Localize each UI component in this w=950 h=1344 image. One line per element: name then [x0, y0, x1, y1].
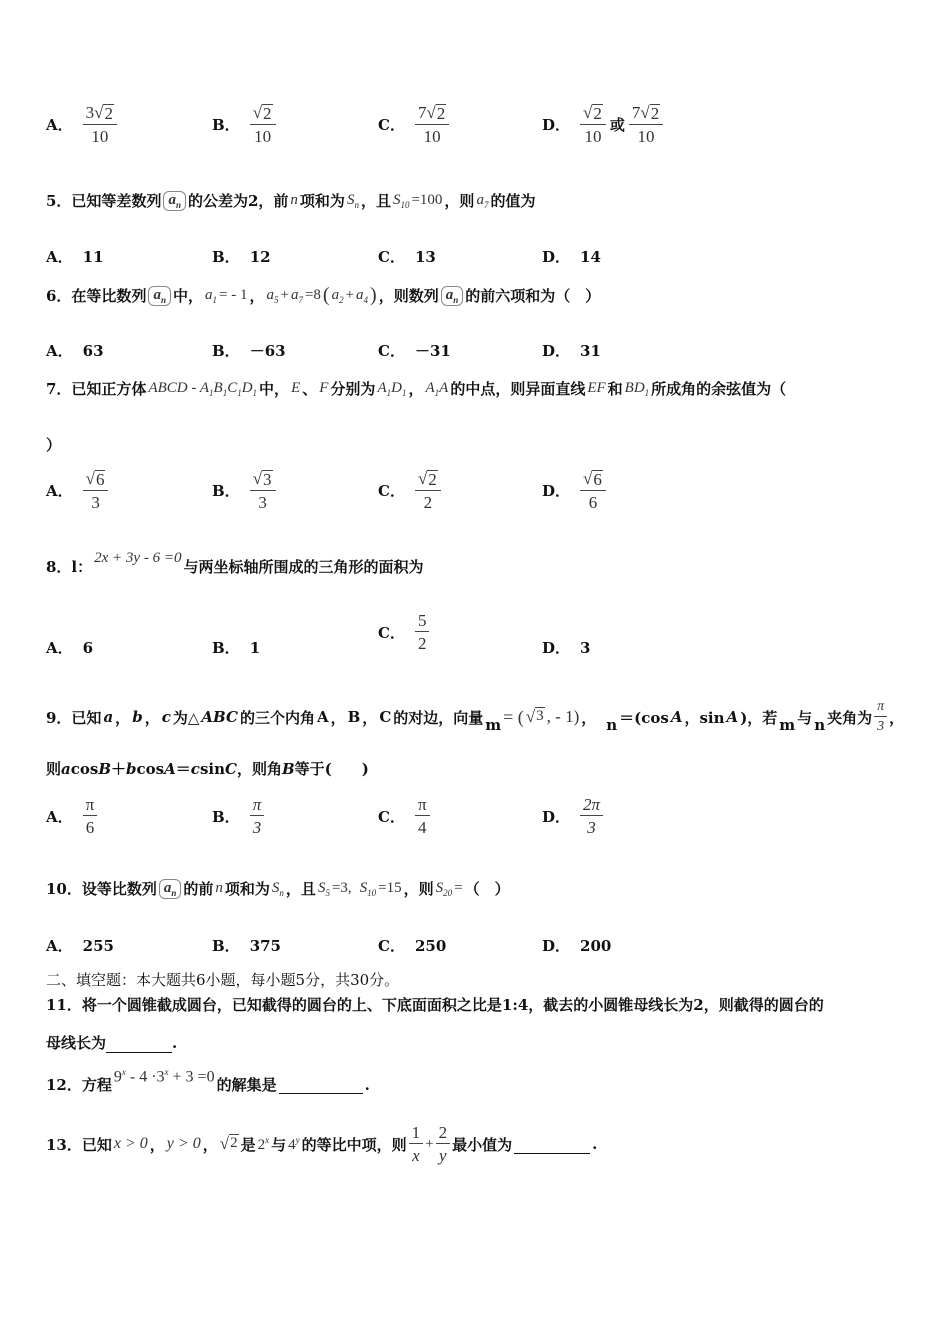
q4-option-b[interactable]: B． √ 2 10 — [212, 104, 276, 145]
q5-option-d[interactable]: D． 14 — [542, 247, 601, 266]
fraction: 3 √ 2 10 — [83, 104, 117, 145]
q7-option-c[interactable]: C． √ 2 2 — [378, 470, 441, 511]
q5-option-a[interactable]: A． 11 — [46, 247, 104, 266]
question-7-cont: ） — [46, 436, 62, 454]
q10-option-a[interactable]: A． 255 — [46, 936, 114, 955]
q8-option-b[interactable]: B． 1 — [212, 638, 261, 657]
question-6: 6．在等比数列 $a_n$ 中， $a_1$ = - 1 ， $a_5$ + $a_7$ =8 ( $a_2$ + $a_4$ ) ，则数列 $a_n$ 的前六项和为（ ） — [46, 284, 601, 306]
question-9-cont: 则acosB＋bcosA＝csinC，则角B等于( ) — [46, 760, 369, 778]
answer-blank[interactable] — [106, 1034, 172, 1053]
q9-option-d[interactable]: D． $\frac{2\pi}{3}$ — [542, 796, 603, 836]
q6-option-c[interactable]: C． －31 — [378, 342, 451, 360]
question-12: 12．方程 $9^x - 4 \cdot 3^x + 3 =0$ 的解集是 . — [46, 1066, 370, 1094]
question-11-cont: 母线长为 . — [46, 1034, 178, 1052]
q4-option-a[interactable]: A． 3 √ 2 10 — [46, 104, 117, 145]
answer-blank[interactable] — [279, 1075, 363, 1094]
q8-option-d[interactable]: D． 3 — [542, 638, 591, 657]
answer-blank[interactable] — [514, 1135, 590, 1154]
fraction: 7 √ 2 10 — [415, 104, 449, 145]
q10-option-d[interactable]: D． 200 — [542, 936, 612, 955]
q9-option-a[interactable]: A． $\frac{\pi}{6}$ — [46, 796, 97, 836]
question-11: 11．将一个圆锥截成圆台，已知截得的圆台的上、下底面面积之比是1:4，截去的小圆锥母线长为2，则截得的圆台的 — [46, 996, 824, 1014]
question-13: 13．已知 x > 0 ， y > 0 ， √ 2 是 2$^x$ 与 4$^y$ 的等比中项，则 $\frac{1}{x}$ + $\frac{2}{y}$ 最小值为 . — [46, 1123, 598, 1165]
sequence-notation: $a_n$ — [148, 286, 171, 306]
question-5: 5．已知等差数列 $a_n$ 的公差为2，前 n 项和为 $S_n$ ，且 $S_{10}$ =100 ，则 $a_7$ 的值为 — [46, 191, 536, 210]
question-7: 7．已知正方体 ABCD - $A_1B_1C_1D_1$ 中， E 、 F 分别为 $A_1D_1$ ， $A_1A$ 的中点，则异面直线 EF 和 $BD_1$ 所成角的余弦值为（ — [46, 379, 787, 398]
question-8: 8．l： 2x + 3y - 6 =0 与两坐标轴所围成的三角形的面积为 — [46, 550, 424, 576]
q9-option-b[interactable]: B． $\frac{\pi}{3}$ — [212, 796, 264, 836]
sequence-notation: $a_n$ — [441, 286, 464, 306]
sequence-notation: $a_n$ — [159, 879, 182, 899]
q5-option-c[interactable]: C． 13 — [378, 247, 436, 266]
q8-option-c[interactable]: C． $\frac{5}{2}$ — [378, 612, 429, 652]
q10-option-b[interactable]: B． 375 — [212, 936, 281, 955]
q8-option-a[interactable]: A． 6 — [46, 638, 94, 657]
question-10: 10．设等比数列 $a_n$ 的前 n 项和为 $S_n$ ，且 $S_5$ =3, $S_{10}$ =15 ，则 $S_{20}$ = （ ） — [46, 879, 510, 898]
q6-option-a[interactable]: A． 63 — [46, 341, 104, 360]
sequence-notation: $a_n$ — [163, 191, 186, 211]
q10-option-c[interactable]: C． 250 — [378, 936, 447, 955]
q7-option-a[interactable]: A． √ 6 3 — [46, 470, 108, 511]
q4-option-d[interactable]: D． √ 2 10 或 7 √ 2 10 — [542, 104, 663, 145]
fraction: 7 √ 2 10 — [629, 104, 663, 145]
q9-option-c[interactable]: C． $\frac{\pi}{4}$ — [378, 796, 430, 836]
q4-option-c[interactable]: C． 7 √ 2 10 — [378, 104, 449, 145]
fraction: √ 2 10 — [580, 104, 606, 145]
question-9: 9．已知 a ， b ， c 为△ ABC 的三个内角 A ， B ， C 的对边，向量 m = ( √ 3 , - 1) ， n ＝(cos A ，sin A )，若 m 与 n 夹角为 $\frac{\pi}{3}$ ， — [46, 699, 905, 734]
section-heading: 二、填空题：本大题共6小题，每小题5分，共30分。 — [46, 971, 400, 989]
q6-option-b[interactable]: B． －63 — [212, 342, 286, 360]
q5-option-b[interactable]: B． 12 — [212, 247, 271, 266]
q6-option-d[interactable]: D． 31 — [542, 341, 601, 360]
fraction: √ 2 10 — [250, 104, 276, 145]
q7-option-d[interactable]: D． √ 6 6 — [542, 470, 606, 511]
q7-option-b[interactable]: B． √ 3 3 — [212, 470, 276, 511]
